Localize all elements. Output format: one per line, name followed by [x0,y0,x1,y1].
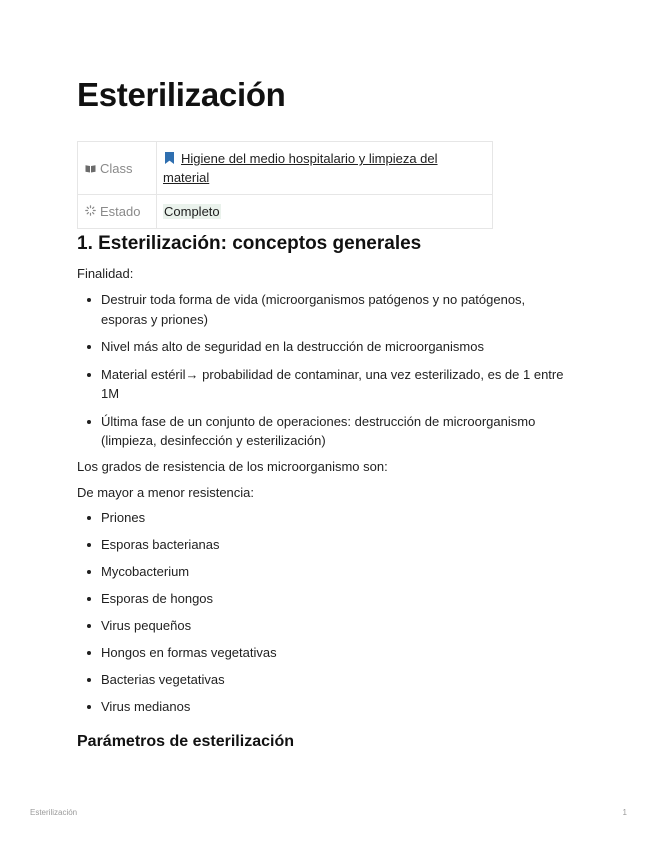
property-row-class [78,142,493,195]
list-item [77,535,567,562]
finalidad-list [77,290,567,451]
bullet-dot [87,570,91,574]
status-badge: Completo [164,204,220,219]
list-item-text: Última fase de un conjunto de operaciones: destrucción de microorganismo (limpieza, desinfección y esterilización) [101,413,536,448]
list-item [77,290,567,329]
page-title: Esterilización [77,76,286,113]
book-icon [84,164,96,176]
resistencia-list [77,508,567,724]
bullet-dot [87,345,91,349]
property-value-class [157,142,493,195]
list-item-text: Esporas de hongos [101,591,214,606]
list-item [77,616,567,643]
property-value-estado [157,195,493,229]
section-heading-conceptos: 1. Esterilización: conceptos generales [77,233,422,254]
bullet-dot [87,624,91,628]
property-label-estado: Estado [100,204,141,219]
footer-page-number: 1 [622,808,627,817]
bullet-dot [87,705,91,709]
list-item [77,697,567,724]
property-key-class [78,142,157,195]
list-item [77,412,567,451]
loading-icon [84,205,96,219]
resistencia-intro: Los grados de resistencia de los microorganismo son: [77,459,388,474]
resistencia-order: De mayor a menor resistencia: [77,485,255,500]
list-item-text: Nivel más alto de seguridad en la destrucción de microorganismos [101,339,484,354]
bullet-dot [87,298,91,302]
class-link[interactable]: Higiene del medio hospitalario y limpieza del material [163,151,438,185]
bullet-dot [87,651,91,655]
list-item-text: Virus medianos [101,699,191,714]
list-item-text: Mycobacterium [101,564,190,579]
footer-document-title: Esterilización [30,808,78,817]
bullet-dot [87,373,91,377]
list-item-text: Bacterias vegetativas [101,672,225,687]
bullet-dot [87,543,91,547]
list-item [77,562,567,589]
finalidad-label: Finalidad: [77,266,134,281]
property-label-class: Class [100,160,133,176]
bullet-dot [87,420,91,424]
bullet-dot [87,678,91,682]
bullet-dot [87,597,91,601]
list-item-text: Destruir toda forma de vida (microorganismos patógenos y no patógenos, esporas y priones) [101,292,526,327]
property-row-estado [78,195,493,229]
properties-table [77,141,493,229]
bookmark-icon [165,150,174,162]
list-item [77,337,567,357]
list-item [77,589,567,616]
list-item-text: Hongos en formas vegetativas [101,645,277,660]
list-item-text: Virus pequeños [101,618,192,633]
property-key-estado [78,195,157,229]
list-item-text: Priones [101,510,146,525]
bullet-dot [87,516,91,520]
list-item [77,365,567,404]
section-heading-parametros: Parámetros de esterilización [77,733,294,750]
list-item [77,643,567,670]
list-item-text: Material estéril→ probabilidad de contaminar, una vez esterilizado, es de 1 entre 1M [101,366,564,401]
list-item-text: Esporas bacterianas [101,537,220,552]
list-item [77,670,567,697]
list-item [77,508,567,535]
